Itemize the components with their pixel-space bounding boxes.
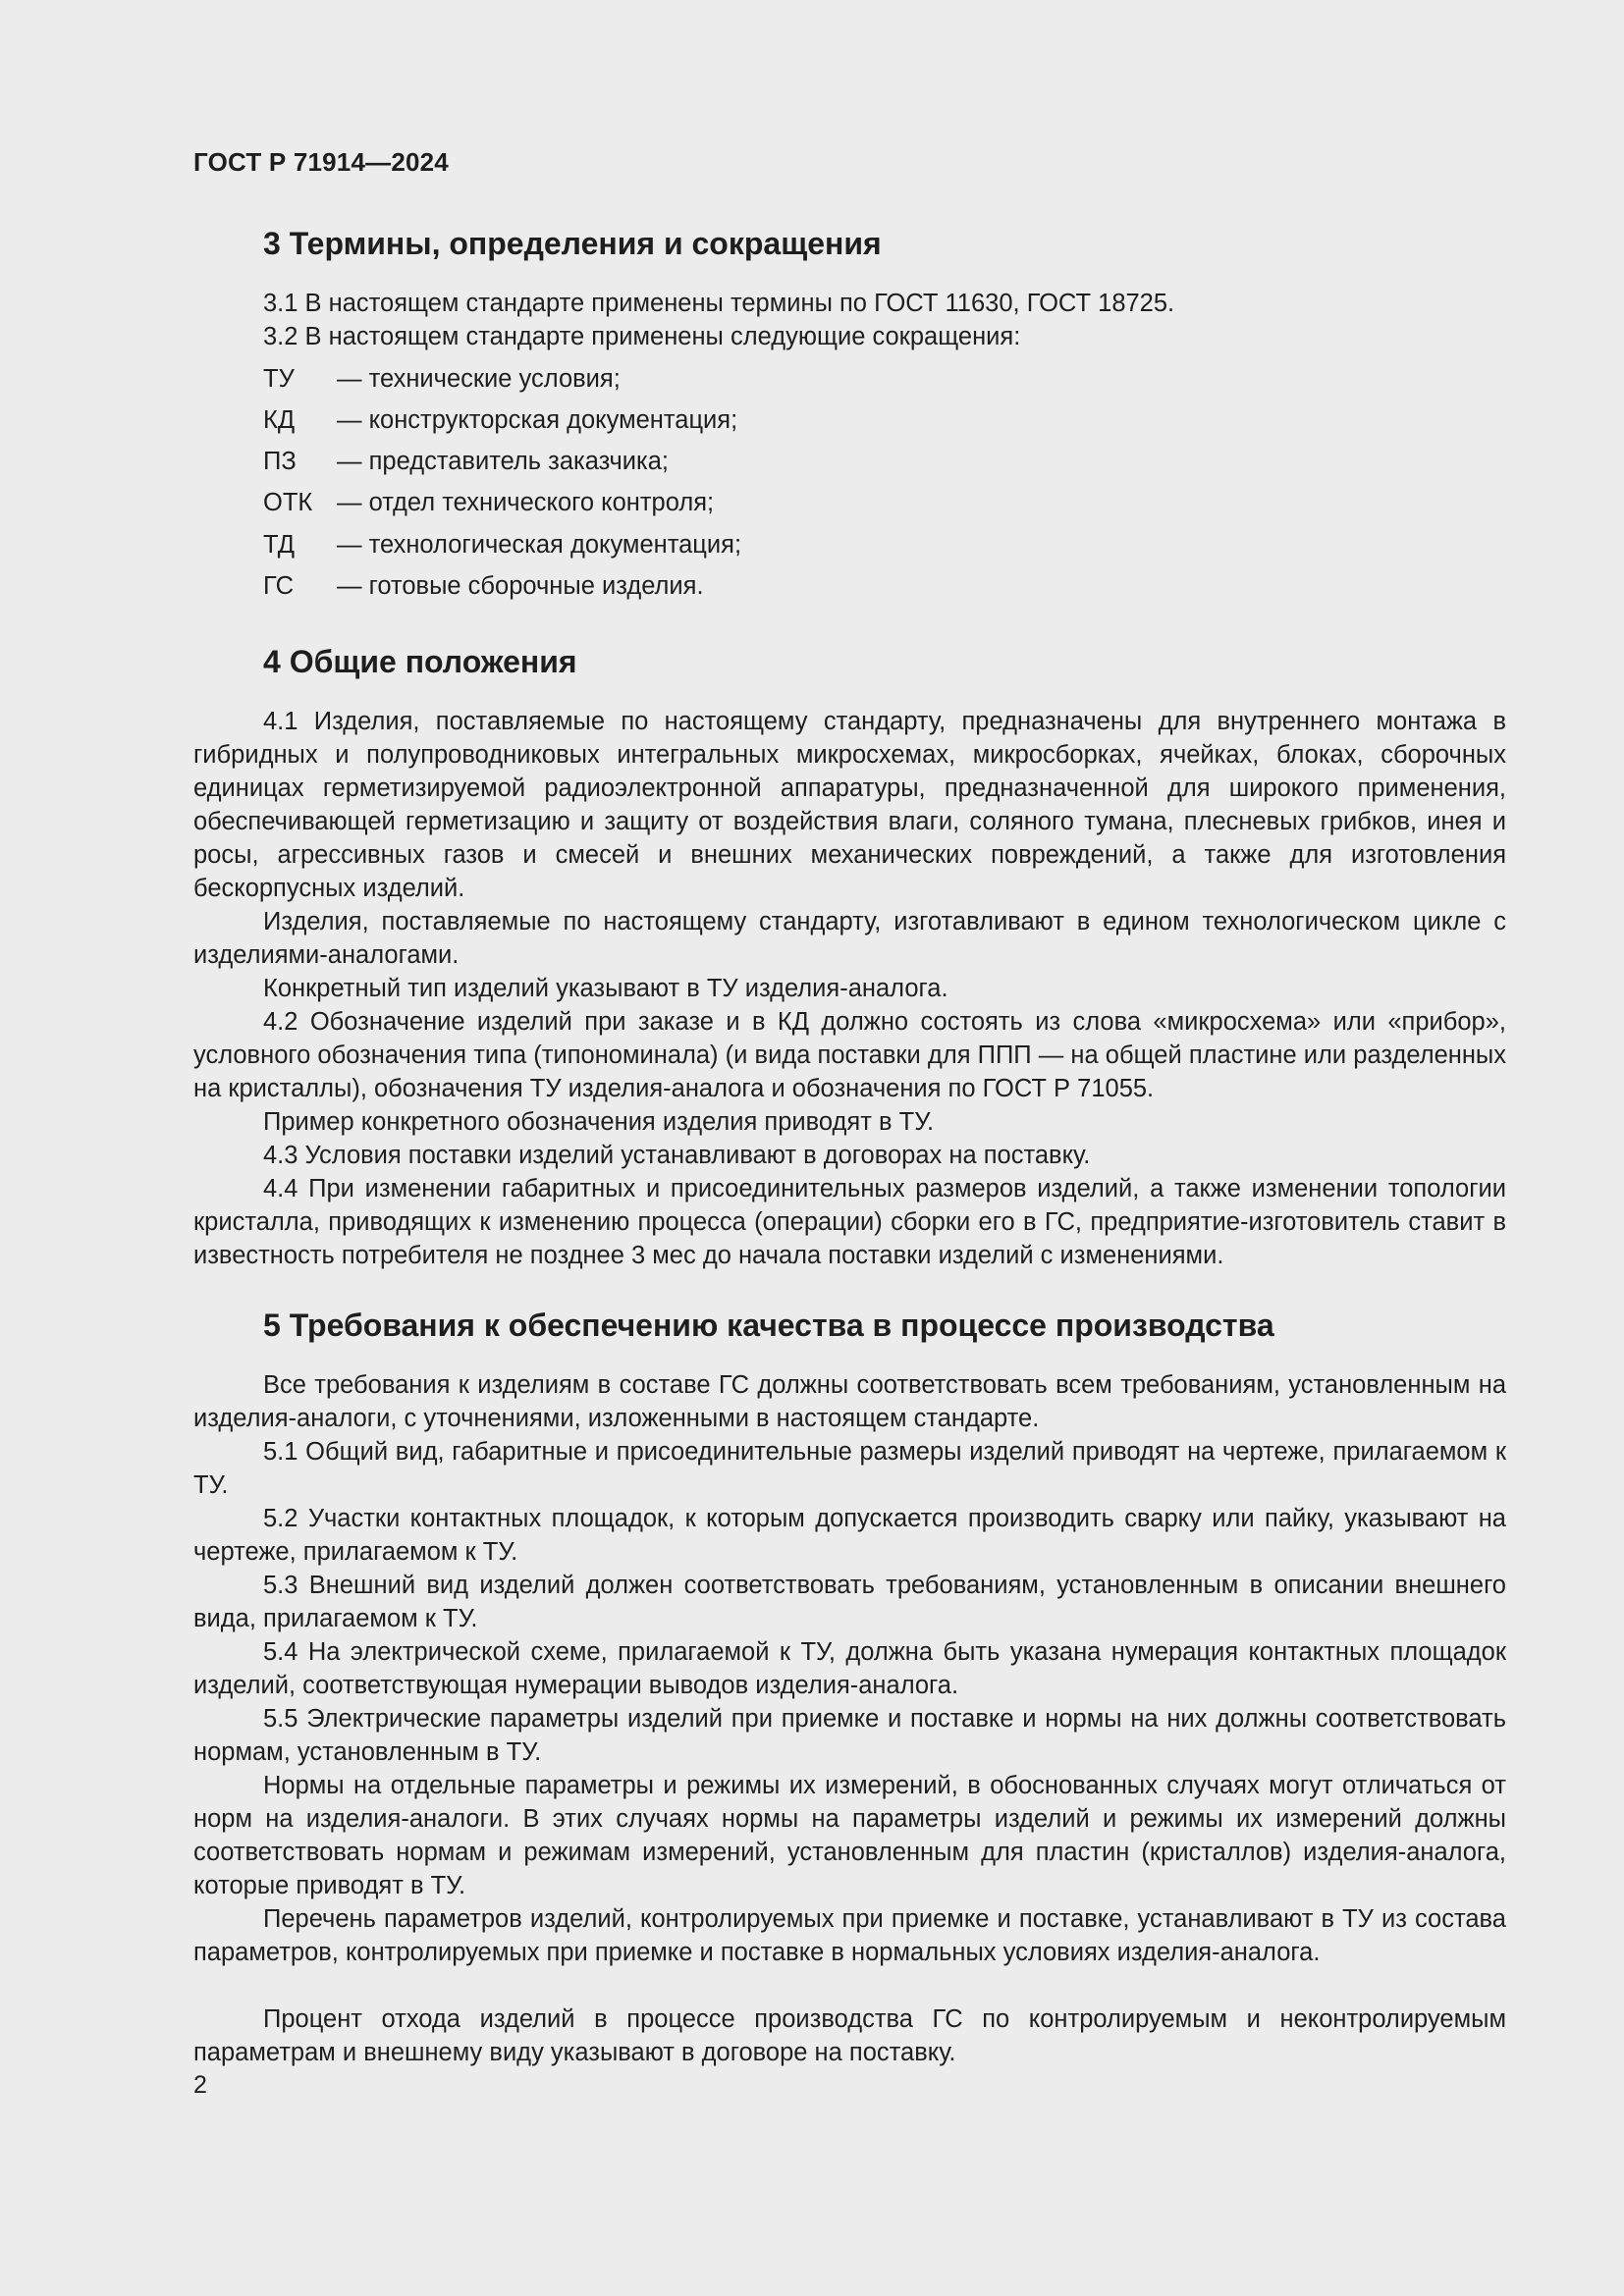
abbreviation-definition: — готовые сборочные изделия. xyxy=(337,572,704,600)
paragraph: Перечень параметров изделий, контролируемых при приемке и поставке, устанавливают в ТУ из состава параметров, контролируемых при приемке и поставке в нормальных условиях изделия-аналога. xyxy=(193,1905,1506,1966)
abbreviation-row xyxy=(263,528,741,561)
clause-3-1: 3.1 В настоящем стандарте применены термины по ГОСТ 11630, ГОСТ 18725. xyxy=(263,290,1175,317)
paragraph: Все требования к изделиям в составе ГС должны соответствовать всем требованиям, установленным на изделия-аналоги, с уточнениями, изложенными в настоящем стандарте. xyxy=(193,1371,1506,1432)
clause-4-2: 4.2 Обозначение изделий при заказе и в КД должно состоять из слова «микросхема» или «прибор», условного обозначения типа (типономинала) (и вида поставки для ППП — на общей пластине или разделенных на кристаллы), обозначения ТУ изделия-аналога и обозначения по ГОСТ Р 71055. xyxy=(193,1008,1506,1102)
abbreviation-definition: — представитель заказчика; xyxy=(337,448,670,475)
section-3-heading: 3 Термины, определения и сокращения xyxy=(263,226,882,261)
paragraph: Пример конкретного обозначения изделия приводят в ТУ. xyxy=(263,1108,935,1136)
abbreviation-definition: — технологическая документация; xyxy=(337,531,742,559)
clause-5-2: 5.2 Участки контактных площадок, к которым допускается производить сварку или пайку, указывают на чертеже, прилагаемом к ТУ. xyxy=(193,1505,1506,1566)
abbreviation-row xyxy=(263,403,737,437)
section-4-heading: 4 Общие положения xyxy=(263,644,577,679)
abbreviation-row xyxy=(263,362,621,396)
section-5-heading: 5 Требования к обеспечению качества в процессе производства xyxy=(263,1308,1274,1343)
abbreviation-code: КД xyxy=(263,406,296,434)
clause-5-4: 5.4 На электрической схеме, прилагаемой к ТУ, должна быть указана нумерация контактных площадок изделий, соответствующая нумерации выводов изделия-аналога. xyxy=(193,1638,1506,1699)
document-number-header: ГОСТ Р 71914—2024 xyxy=(193,147,449,177)
paragraph: Изделия, поставляемые по настоящему стандарту, изготавливают в едином технологическом цикле с изделиями-аналогами. xyxy=(193,908,1506,969)
abbreviation-row xyxy=(263,569,704,603)
abbreviation-row xyxy=(263,445,669,478)
clause-5-5: 5.5 Электрические параметры изделий при приемке и поставке и нормы на них должны соответствовать нормам, установленным в ТУ. xyxy=(193,1705,1506,1766)
clause-5-3: 5.3 Внешний вид изделий должен соответствовать требованиям, установленным в описании внешнего вида, прилагаемом к ТУ. xyxy=(193,1572,1506,1632)
abbreviation-code: ОТК xyxy=(263,489,313,516)
abbreviation-code: ТД xyxy=(263,531,295,559)
paragraph: Конкретный тип изделий указывают в ТУ изделия-аналога. xyxy=(263,975,948,1002)
abbreviation-code: ПЗ xyxy=(263,448,297,475)
abbreviation-definition: — технические условия; xyxy=(337,365,621,393)
abbreviation-row xyxy=(263,486,714,519)
abbreviation-definition: — конструкторская документация; xyxy=(337,406,738,434)
paragraph: Процент отхода изделий в процессе производства ГС по контролируемым и неконтролируемым параметрам и внешнему виду указывают в договоре на поставку. xyxy=(193,2005,1506,2066)
clause-5-1: 5.1 Общий вид, габаритные и присоединительные размеры изделий приводят на чертеже, прилагаемом к ТУ. xyxy=(193,1438,1506,1499)
clause-4-1: 4.1 Изделия, поставляемые по настоящему стандарту, предназначены для внутреннего монтажа в гибридных и полупроводниковых интегральных микросхемах, микросборках, ячейках, блоках, сборочных единицах герметизируемой радиоэлектронной аппаратуры, предназначенной для широкого применения, обеспечивающей герметизацию и защиту от воздействия влаги, соляного тумана, плесневых грибков, инея и росы, агрессивных газов и смесей и внешних механических повреждений, а также для изготовления бескорпусных изделий. xyxy=(193,708,1506,902)
abbreviation-definition: — отдел технического контроля; xyxy=(337,489,715,516)
abbreviation-code: ГС xyxy=(263,572,295,600)
clause-3-2: 3.2 В настоящем стандарте применены следующие сокращения: xyxy=(263,323,1021,350)
clause-4-4: 4.4 При изменении габаритных и присоединительных размеров изделий, а также изменении топологии кристалла, приводящих к изменению процесса (операции) сборки его в ГС, предприятие-изготовитель ставит в известность потребителя не позднее 3 мес до начала поставки изделий с изменениями. xyxy=(193,1175,1506,1269)
clause-4-3: 4.3 Условия поставки изделий устанавливают в договорах на поставку. xyxy=(263,1142,1091,1169)
paragraph: Нормы на отдельные параметры и режимы их измерений, в обоснованных случаях могут отличаться от норм на изделия-аналоги. В этих случаях нормы на параметры изделий и режимы их измерений должны соответствовать нормам и режимам измерений, установленным для пластин (кристаллов) изделия-аналога, которые приводят в ТУ. xyxy=(193,1772,1506,1899)
page-number: 2 xyxy=(193,2071,207,2099)
abbreviation-code: ТУ xyxy=(263,365,295,393)
